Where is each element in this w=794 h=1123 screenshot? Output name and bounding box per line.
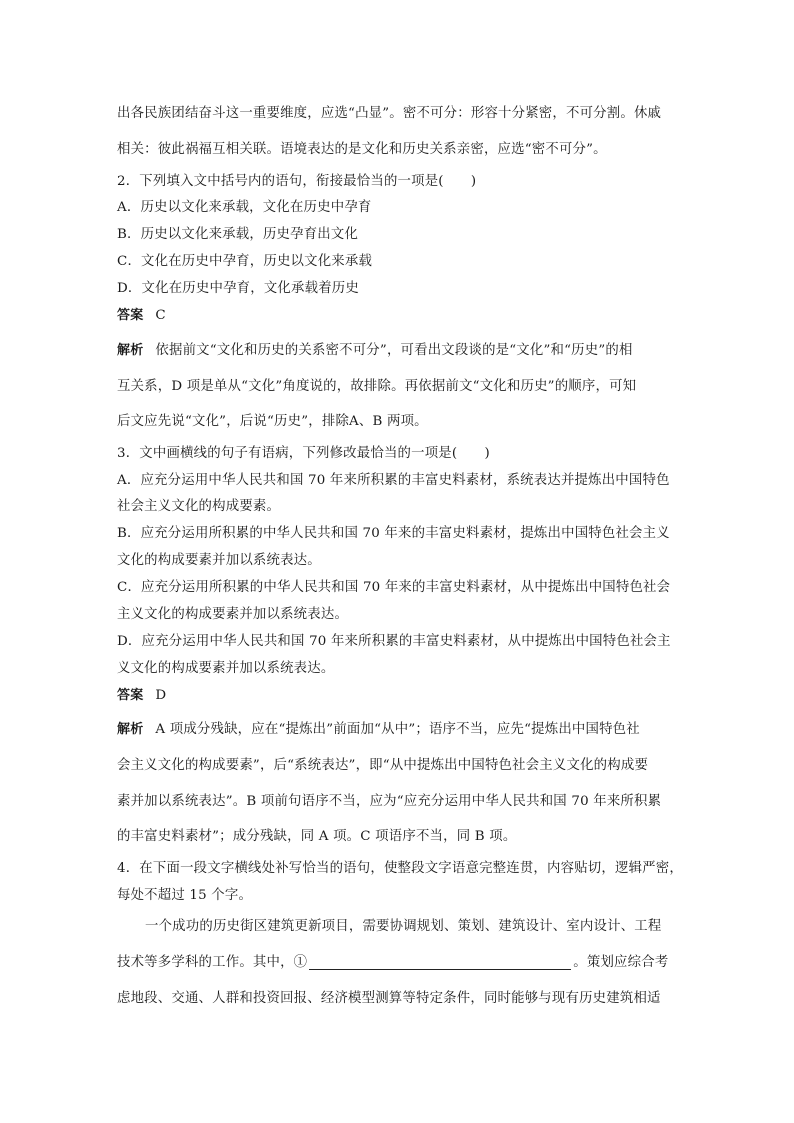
q2-analysis-line-3: 后文应先说“文化”，后说“历史”，排除A、B 两项。 xyxy=(117,414,428,429)
q4-passage-line-2 xyxy=(117,951,668,970)
passage-text-before-blank: 技术等多学科的工作。其中，① xyxy=(117,955,308,970)
passage-text-after-blank: 。策划应综合考 xyxy=(573,955,669,970)
q2-stem: 2．下列填入文中括号内的语句，衔接最恰当的一项是( ) xyxy=(117,174,477,189)
fill-in-blank[interactable] xyxy=(309,955,571,970)
q3-option-a-line-1: A．应充分运用中华人民共和国 70 年来所积累的丰富史料素材，系统表达并提炼出中国特色 xyxy=(117,473,670,488)
q3-option-d-line-2: 义文化的构成要素并加以系统表达。 xyxy=(117,661,335,676)
q4-stem-line-2: 每处不超过 15 个字。 xyxy=(117,888,253,903)
q3-option-a-line-2: 社会主义文化的构成要素。 xyxy=(117,499,281,514)
analysis-text: A 项成分残缺，应在“提炼出”前面加“从中”；语序不当，应先“提炼出中国特色社 xyxy=(155,722,640,737)
q2-option-d: D．文化在历史中孕育，文化承载着历史 xyxy=(117,281,359,296)
q3-option-b-line-1: B．应充分运用所积累的中华人民共和国 70 年来的丰富史料素材，提炼出中国特色社会主义 xyxy=(117,526,670,541)
q4-passage-line-1: 一个成功的历史街区建筑更新项目，需要协调规划、策划、建筑设计、室内设计、工程 xyxy=(145,919,662,934)
q3-analysis-line-1 xyxy=(117,718,640,737)
answer-value: D xyxy=(155,688,167,703)
q3-answer xyxy=(117,684,166,703)
q4-passage-line-3: 虑地段、交通、人群和投资回报、经济模型测算等特定条件，同时能够与现有历史建筑相适 xyxy=(117,991,661,1006)
analysis-label: 解析 xyxy=(117,343,144,358)
q3-option-c-line-2: 主义文化的构成要素并加以系统表达。 xyxy=(117,607,349,622)
analysis-text: 依据前文“文化和历史的关系密不可分”，可看出文段谈的是“文化”和“历史”的相 xyxy=(155,343,633,358)
answer-label: 答案 xyxy=(117,688,144,703)
answer-value: C xyxy=(155,308,166,323)
q2-answer xyxy=(117,304,166,323)
q2-option-b: B．历史以文化来承载，历史孕育出文化 xyxy=(117,227,359,242)
q2-analysis-line-2: 互关系，D 项是单从“文化”角度说的，故排除。再依据前文“文化和历史”的顺序，可知 xyxy=(117,379,637,394)
q3-analysis-line-2: 会主义文化的构成要素”，后“系统表达”，即“从中提炼出中国特色社会主义文化的构成要 xyxy=(117,758,649,773)
q3-option-c-line-1: C．应充分运用所积累的中华人民共和国 70 年来的丰富史料素材，从中提炼出中国特色社会 xyxy=(117,580,671,595)
q3-stem: 3．文中画横线的句子有语病，下列修改最恰当的一项是( ) xyxy=(117,446,490,461)
q2-option-a: A．历史以文化来承载，文化在历史中孕育 xyxy=(117,200,372,215)
q2-analysis-line-1 xyxy=(117,339,633,358)
answer-label: 答案 xyxy=(117,308,144,323)
analysis-label: 解析 xyxy=(117,722,144,737)
q1-explanation-line-1: 出各民族团结奋斗这一重要维度，应选“凸显”。密不可分：形容十分紧密，不可分割。休戚 xyxy=(117,106,662,121)
q4-stem-line-1: 4．在下面一段文字横线处补写恰当的语句，使整段文字语意完整连贯，内容贴切，逻辑严密， xyxy=(117,861,683,876)
q3-option-d-line-1: D．应充分运用中华人民共和国 70 年来所积累的丰富史料素材，从中提炼出中国特色社会主 xyxy=(117,634,671,649)
q3-analysis-line-4: 的丰富史料素材”；成分残缺，同 A 项。C 项语序不当，同 B 项。 xyxy=(117,829,517,844)
q3-option-b-line-2: 文化的构成要素并加以系统表达。 xyxy=(117,553,321,568)
q3-analysis-line-3: 素并加以系统表达”。B 项前句语序不当，应为“应充分运用中华人民共和国 70 年来所积累 xyxy=(117,794,662,809)
q1-explanation-line-2: 相关：彼此祸福互相关联。语境表达的是文化和历史关系亲密，应选“密不可分”。 xyxy=(117,142,607,157)
q2-option-c: C．文化在历史中孕育，历史以文化来承载 xyxy=(117,254,373,269)
